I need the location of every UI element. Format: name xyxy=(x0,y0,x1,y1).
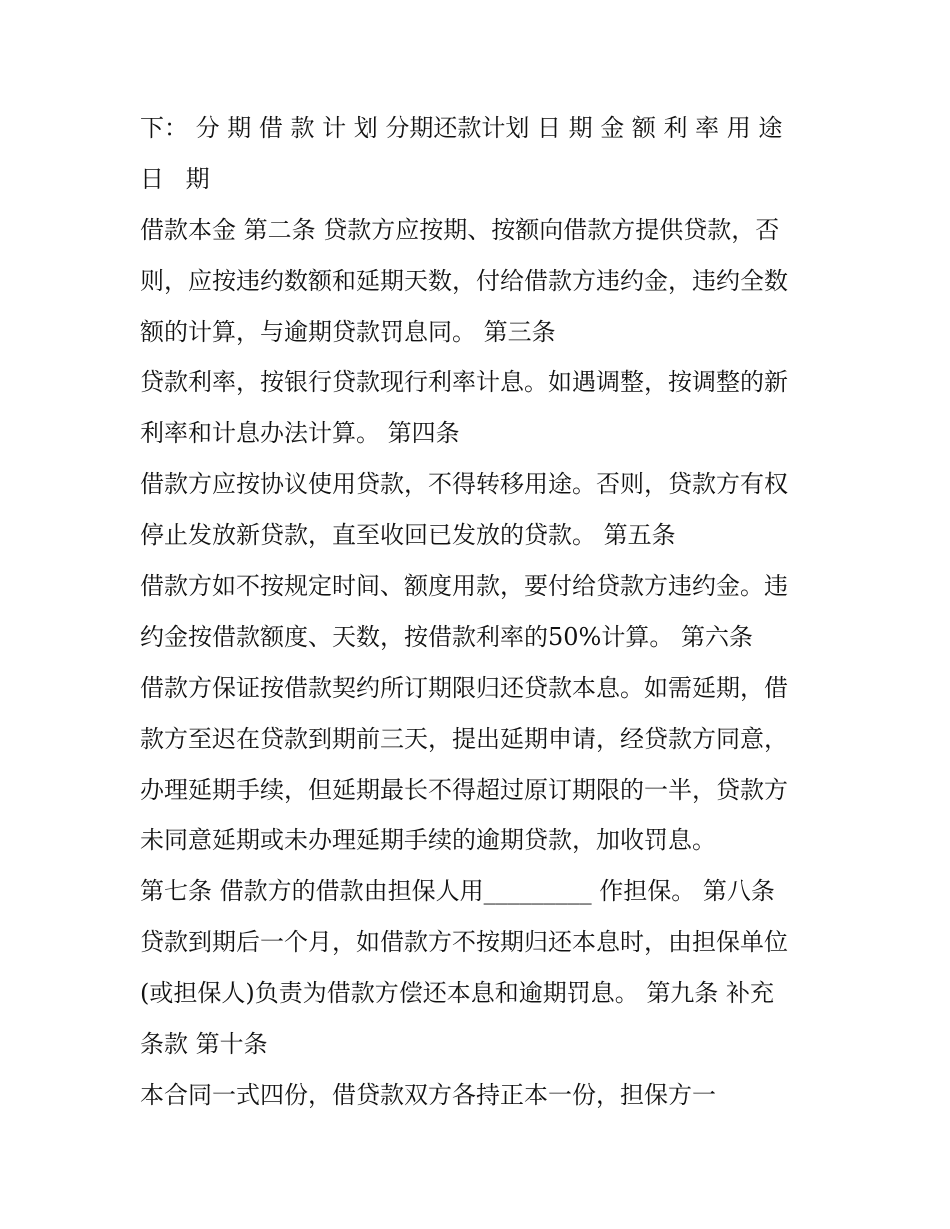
text-line: 条款 第十条 xyxy=(140,1030,268,1059)
text-line: 本合同一式四份，借贷款双方各持正本一份，担保方一 xyxy=(140,1080,716,1109)
text-line: 日 期 xyxy=(140,164,217,193)
text-line: 利率和计息办法计算。 第四条 xyxy=(140,419,460,448)
text-line: 额的计算，与逾期贷款罚息同。 第三条 xyxy=(140,317,556,346)
text-line: 办理延期手续，但延期最长不得超过原订期限的一半，贷款方 xyxy=(140,775,788,804)
text-line: 贷款利率，按银行贷款现行利率计息。如遇调整，按调整的新 xyxy=(140,368,788,397)
text-line: (或担保人)负责为借款方偿还本息和逾期罚息。 第九条 补充 xyxy=(140,979,774,1008)
text-line: 款方至迟在贷款到期前三天，提出延期申请，经贷款方同意， xyxy=(140,724,788,753)
text-line: 下： 分 期 借 款 计 划 分期还款计划 日 期 金 额 利 率 用 途 xyxy=(140,114,783,142)
document-body xyxy=(140,103,820,1121)
text-line: 借款方如不按规定时间、额度用款，要付给贷款方违约金。违 xyxy=(140,572,788,601)
text-line: 则，应按违约数额和延期天数，付给借款方违约金，违约全数 xyxy=(140,266,788,295)
text-line: 借款本金 第二条 贷款方应按期、按额向借款方提供贷款，否 xyxy=(140,215,780,244)
text-line: 贷款到期后一个月，如借款方不按期归还本息时，由担保单位 xyxy=(140,928,788,957)
text-line: 停止发放新贷款，直至收回已发放的贷款。 第五条 xyxy=(140,521,676,550)
text-line: 未同意延期或未办理延期手续的逾期贷款，加收罚息。 xyxy=(140,826,716,855)
text-line: 借款方保证按借款契约所订期限归还贷款本息。如需延期，借 xyxy=(140,673,788,702)
text-line: 借款方应按协议使用贷款，不得转移用途。否则，贷款方有权 xyxy=(140,470,788,499)
text-line: 约金按借款额度、天数，按借款利率的50%计算。 第六条 xyxy=(140,622,753,651)
text-line: 第七条 借款方的借款由担保人用_________ 作担保。 第八条 xyxy=(140,877,775,906)
